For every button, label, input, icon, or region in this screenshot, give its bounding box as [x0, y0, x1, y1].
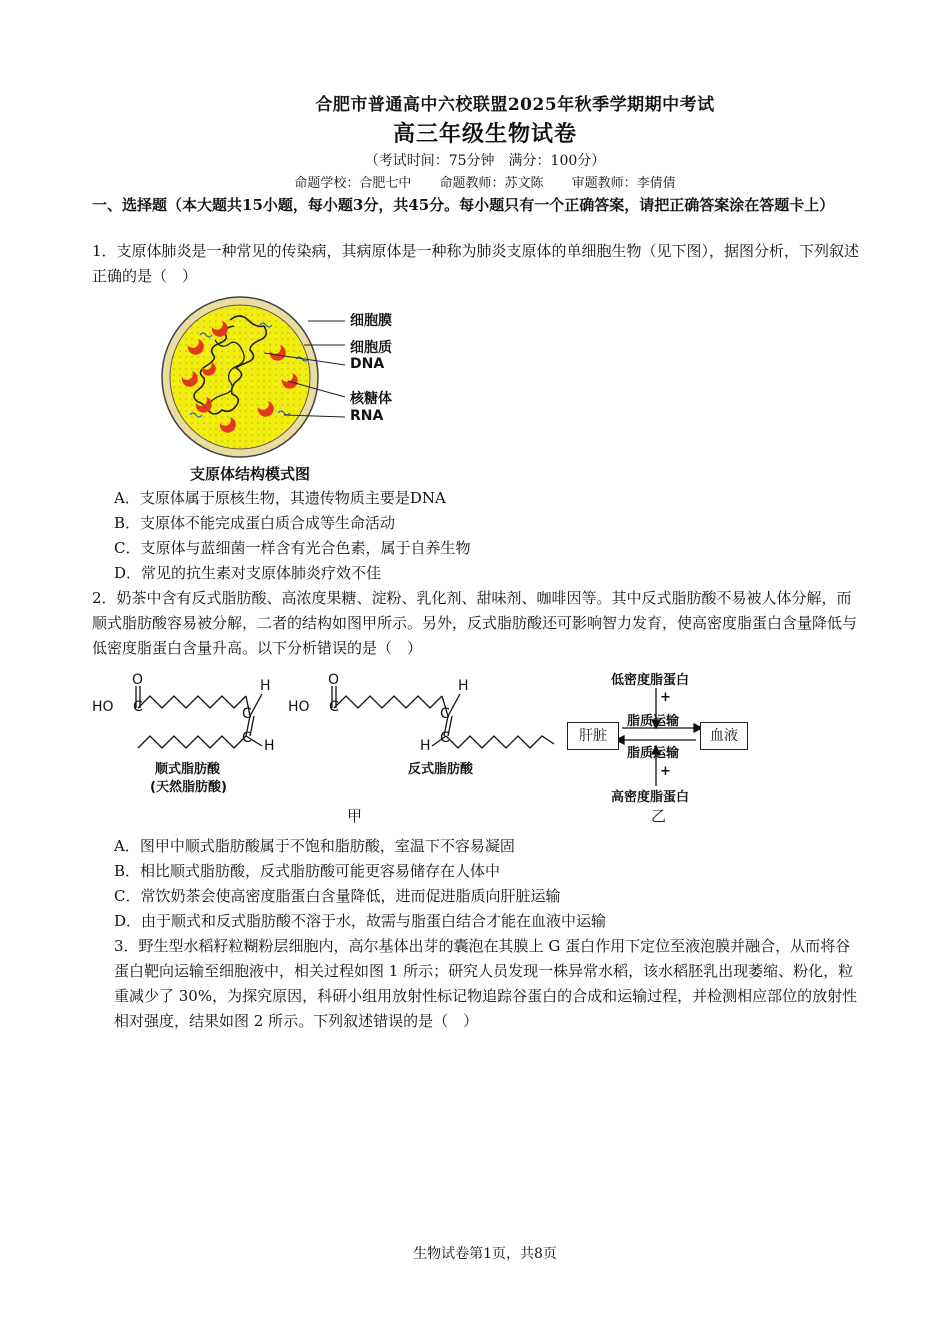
- hdl-label: 高密度脂蛋白: [611, 790, 690, 805]
- ldl-label: 低密度脂蛋白: [611, 673, 690, 688]
- q2-option-c: C．常饮奶茶会使高密度脂蛋白含量降低，进而促进脂质向肝脏运输: [114, 887, 561, 905]
- trans-ho: HO: [288, 699, 310, 715]
- exam-title: 合肥市普通高中六校联盟2025年秋季学期期中考试: [315, 95, 715, 115]
- transport-label-bottom: 脂质运输: [627, 746, 680, 761]
- page-footer: 生物试卷第1页，共8页: [413, 1246, 557, 1262]
- label-cytoplasm: 细胞质: [350, 340, 392, 356]
- cis-h-bottom: H: [264, 738, 275, 754]
- q1-option-b: B．支原体不能完成蛋白质合成等生命活动: [114, 514, 396, 532]
- cis-o: O: [132, 672, 144, 688]
- q2-option-b: B．相比顺式脂肪酸，反式脂肪酸可能更容易储存在人体中: [114, 862, 501, 880]
- author-label: 命题教师：苏文陈: [439, 176, 544, 191]
- trans-h-bottom: H: [420, 738, 431, 754]
- exam-info: （考试时间：75分钟 满分：100分）: [364, 153, 606, 169]
- q1-option-a: A．支原体属于原核生物，其遗传物质主要是DNA: [114, 489, 446, 507]
- q3-stem: 3．野生型水稻籽粒糊粉层细胞内，高尔基体出芽的囊泡在其膜上 G 蛋白作用下定位至液泡膜并融合，从而将谷蛋白靶向运输至细胞液中，相关过程如图 1 所示；研究人员发现一株异常水稻，该水稻胚乳出现萎缩、粉化，粒重减少了 30%，为探究原因，科研小组用放射性标记物追踪谷蛋白的合成和运输过程，并检测相应部位的放射性相对强度，结果如图 2 所示。下列叙述错误的是（ ）: [114, 937, 858, 1030]
- reviewer-label: 审题教师：李倩倩: [571, 176, 676, 191]
- label-cell-membrane: 细胞膜: [350, 313, 392, 329]
- trans-tail: [446, 736, 554, 748]
- label-rna: RNA: [350, 408, 384, 424]
- cis-sublabel: (天然脂肪酸): [150, 780, 227, 795]
- trans-chain: [334, 696, 442, 708]
- school-label: 命题学校：合肥七中: [294, 176, 412, 191]
- section-heading: 一、选择题（本大题共15小题，每小题3分，共45分。每小题只有一个正确答案，请把正确答案涂在答题卡上）: [92, 196, 835, 214]
- q2-stem: 2．奶茶中含有反式脂肪酸、高浓度果糖、淀粉、乳化剂、甜味剂、咖啡因等。其中反式脂肪酸不易被人体分解，而顺式脂肪酸容易被分解，二者的结构如图甲所示。另外，反式脂肪酸还可影响智力发育，使高密度脂蛋白含量降低与低密度脂蛋白含量升高。以下分析错误的是（ ）: [92, 589, 858, 657]
- trans-o: O: [328, 672, 340, 688]
- plus-top: +: [660, 690, 671, 705]
- trans-label: 反式脂肪酸: [408, 762, 474, 777]
- cis-c: C: [133, 699, 143, 715]
- paper-subtitle: 高三年级生物试卷: [392, 121, 577, 147]
- trans-c: C: [329, 699, 339, 715]
- q1-stem: 1．支原体肺炎是一种常见的传染病，其病原体是一种称为肺炎支原体的单细胞生物（见下图），据图分析，下列叙述正确的是（ ）: [92, 242, 860, 285]
- trans-c-2: C: [440, 730, 450, 746]
- cis-h-top: H: [260, 678, 271, 694]
- blood-label: 血液: [710, 728, 738, 744]
- liver-label: 肝脏: [579, 728, 607, 744]
- trans-c-1: C: [440, 706, 450, 722]
- q2-option-a: A．图甲中顺式脂肪酸属于不饱和脂肪酸，室温下不容易凝固: [114, 837, 515, 855]
- blood-box: [700, 722, 748, 750]
- cis-c-1: C: [242, 706, 252, 722]
- q2-option-d: D．由于顺式和反式脂肪酸不溶于水，故需与脂蛋白结合才能在血液中运输: [114, 912, 607, 930]
- liver-box: [567, 722, 619, 750]
- cis-label: 顺式脂肪酸: [155, 762, 221, 777]
- q1-option-d: D．常见的抗生素对支原体肺炎疗效不佳: [114, 564, 382, 582]
- cis-ho: HO: [92, 699, 114, 715]
- transport-label-top: 脂质运输: [627, 714, 680, 729]
- figure-yi-caption: 乙: [651, 807, 667, 825]
- cis-c-2: C: [242, 730, 252, 746]
- cis-tail: [138, 736, 246, 748]
- figure-jia-caption: 甲: [347, 807, 363, 825]
- trans-h-top: H: [458, 678, 469, 694]
- q1-figure-caption: 支原体结构模式图: [190, 465, 311, 483]
- label-ribosome: 核糖体: [350, 391, 392, 407]
- label-dna: DNA: [350, 356, 385, 372]
- plus-bottom: +: [660, 764, 671, 779]
- q1-option-c: C．支原体与蓝细菌一样含有光合色素，属于自养生物: [114, 539, 471, 557]
- exam-authors: [0, 172, 950, 191]
- cis-chain: [138, 696, 246, 708]
